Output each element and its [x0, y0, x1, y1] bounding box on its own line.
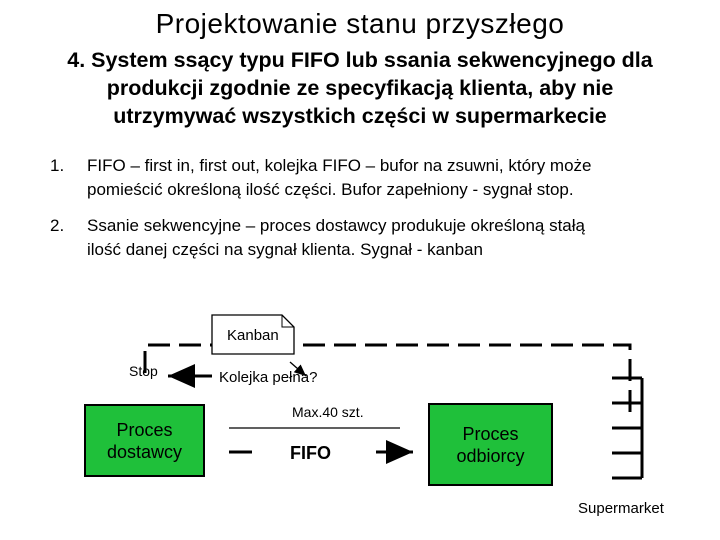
supplier-process-line-2: dostawcy: [106, 441, 183, 462]
subtitle-line-1: 4. System ssący typu FIFO lub ssania sekwencyjnego dla: [67, 48, 653, 72]
page-title: Projektowanie stanu przyszłego: [155, 8, 565, 39]
subtitle-line-3: utrzymywać wszystkich części w supermarkecie: [113, 104, 607, 128]
supplier-process-box: [84, 404, 205, 477]
subtitle-line-2: produkcji zgodnie ze specyfikacją klienta, aby nie: [106, 76, 614, 100]
list-item-line: FIFO – first in, first out, kolejka FIFO – bufor na zsuwni, który może: [87, 156, 592, 175]
customer-process-box: [428, 403, 553, 486]
list-item-line: Ssanie sekwencyjne – proces dostawcy produkuje określoną stałą: [87, 216, 585, 235]
supermarket-label: Supermarket: [578, 500, 664, 517]
stop-label: Stop: [129, 363, 158, 379]
list-item-line: pomieścić określoną ilość części. Bufor zapełniony - sygnał stop.: [87, 180, 574, 199]
queue-question-label: Kolejka pełna?: [219, 369, 318, 386]
max-capacity-label: Max.40 szt.: [292, 404, 364, 420]
fifo-label: FIFO: [290, 443, 331, 463]
supermarket-icon: [612, 378, 642, 478]
customer-process-line-2: odbiorcy: [456, 445, 525, 466]
list-item-line: ilość danej części na sygnał klienta. Sygnał - kanban: [87, 240, 483, 259]
kanban-signal-line: [145, 345, 630, 412]
list-item-number: 2.: [50, 216, 65, 235]
supplier-process-line-1: Proces: [116, 419, 173, 440]
list-item-number: 1.: [50, 156, 65, 175]
kanban-label: Kanban: [227, 327, 279, 344]
customer-process-line-1: Proces: [462, 423, 519, 444]
